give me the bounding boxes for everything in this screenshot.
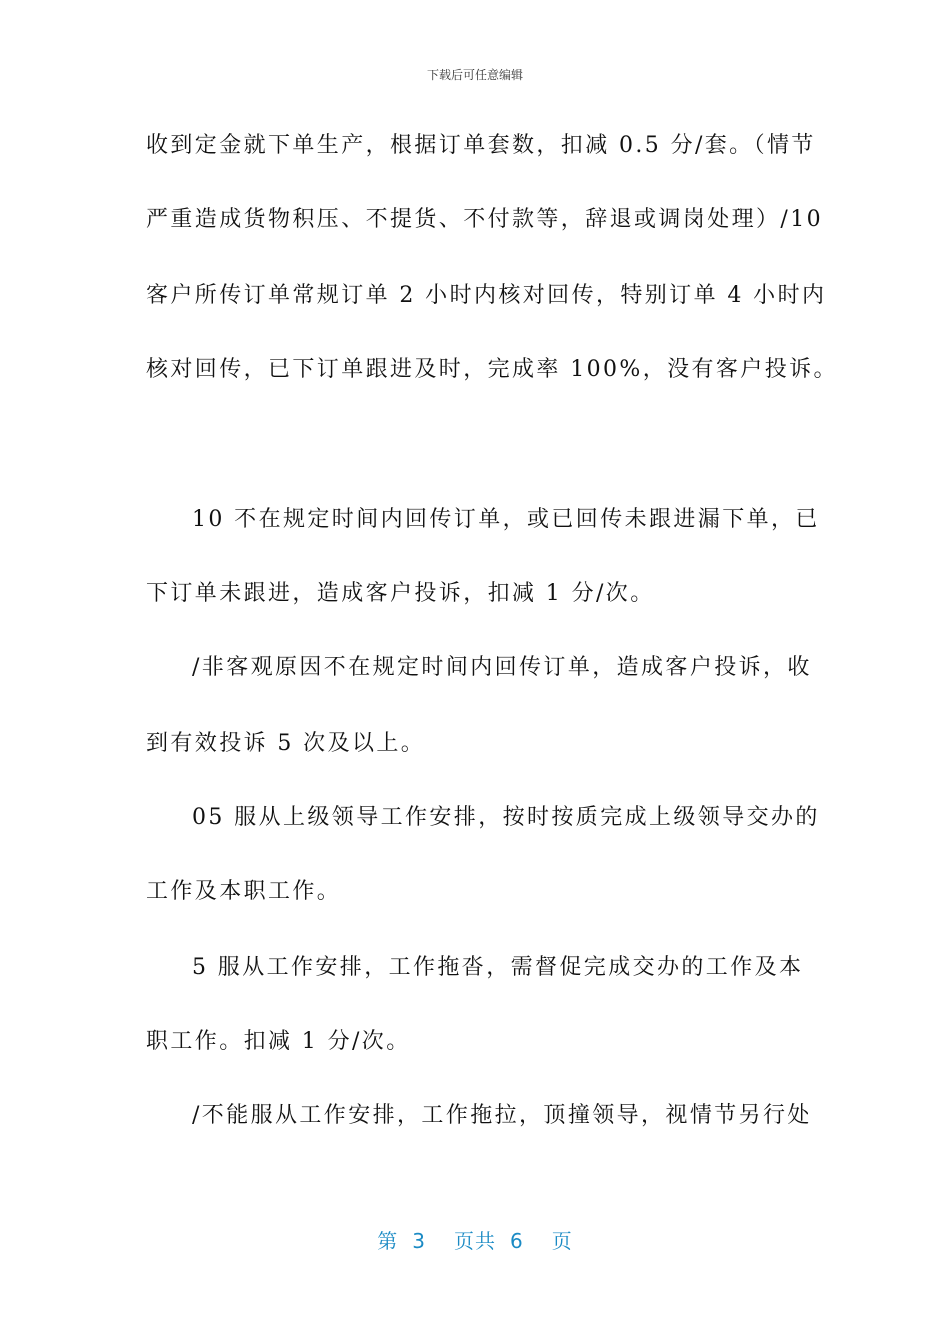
text-line-2: 严重造成货物积压、不提货、不付款等，辞退或调岗处理）/10 [146, 207, 824, 232]
page-footer [0, 1225, 950, 1254]
footer-total-pages: 6 [510, 1229, 524, 1253]
text-line-12: 职工作。扣减 1 分/次。 [146, 1029, 411, 1054]
footer-prefix: 第 [377, 1229, 399, 1253]
footer-suffix: 页 [551, 1229, 573, 1253]
text-line-10: 工作及本职工作。 [146, 879, 342, 904]
page-header: 下载后可任意编辑 [426, 68, 523, 82]
text-line-3: 客户所传订单常规订单 2 小时内核对回传，特别订单 4 小时内 [146, 283, 827, 308]
text-line-4: 核对回传，已下订单跟进及时，完成率 100%，没有客户投诉。 [146, 357, 838, 382]
text-line-11: 5 服从工作安排，工作拖沓，需督促完成交办的工作及本 [192, 955, 804, 980]
footer-middle: 页共 [454, 1229, 496, 1253]
text-line-13: /不能服从工作安排，工作拖拉，顶撞领导，视情节另行处 [192, 1103, 812, 1128]
text-line-9: 05 服从上级领导工作安排，按时按质完成上级领导交办的 [192, 805, 820, 830]
text-line-7: /非客观原因不在规定时间内回传订单，造成客户投诉，收 [192, 655, 812, 680]
footer-current-page: 3 [412, 1229, 426, 1253]
text-line-8: 到有效投诉 5 次及以上。 [146, 731, 426, 756]
text-line-6: 下订单未跟进，造成客户投诉，扣减 1 分/次。 [146, 581, 655, 606]
text-line-5: 10 不在规定时间内回传订单，或已回传未跟进漏下单，已 [192, 507, 820, 532]
text-line-1: 收到定金就下单生产，根据订单套数，扣减 0.5 分/套。（情节 [146, 133, 816, 158]
